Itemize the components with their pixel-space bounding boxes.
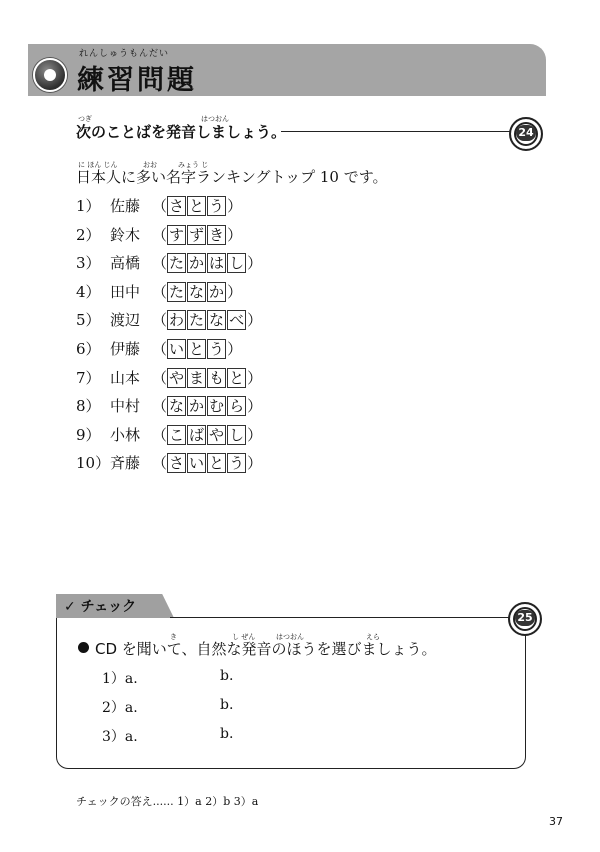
item-number: 3） <box>76 254 101 273</box>
mora-box: い <box>169 340 185 358</box>
item-number: 1） <box>76 197 101 215</box>
mora-box: わ <box>169 311 185 330</box>
list-item <box>76 224 242 246</box>
mora-box: と <box>189 340 205 358</box>
furigana-nihonjin: に ほん じん <box>78 161 118 169</box>
item-number: 7） <box>76 368 101 387</box>
mora-box: な <box>169 397 185 416</box>
mora-box: か <box>189 254 205 273</box>
item-reading: （ い と う ） <box>152 340 243 358</box>
check-question-text: CD を聞いて、自然な発音のほうを選びましょう。 <box>95 640 437 658</box>
list-item <box>76 424 262 446</box>
answer-b-2: b. <box>220 697 234 713</box>
cd-track-25-icon <box>508 602 542 636</box>
item-number: 9） <box>76 425 101 444</box>
item-reading: （ た か は し ） <box>152 254 263 273</box>
item-surname: 斉藤 <box>110 454 141 473</box>
furigana-hatsuon-2: はつおん <box>276 633 304 641</box>
check-question <box>78 638 437 659</box>
mora-box: た <box>169 282 185 301</box>
mora-box: し <box>229 425 245 444</box>
answer-a: 1）a. <box>102 671 138 687</box>
item-surname: 佐藤 <box>110 197 141 215</box>
mora-box: や <box>169 368 185 387</box>
answer-a: 2）a. <box>102 700 138 716</box>
item-number: 4） <box>76 282 101 301</box>
item-surname: 小林 <box>110 425 141 444</box>
furigana-hatsuon: はつおん <box>201 115 229 123</box>
track-number: 25 <box>515 610 535 626</box>
item-number: 5） <box>76 311 101 330</box>
mora-box: た <box>169 254 185 273</box>
mora-box: か <box>209 282 225 301</box>
mora-box: ず <box>189 225 205 244</box>
answer-row-3 <box>102 726 138 746</box>
item-reading: （ こ ば や し ） <box>152 425 263 444</box>
mora-box: き <box>209 225 225 244</box>
instruction-rule <box>281 131 511 132</box>
item-surname: 田中 <box>110 282 141 301</box>
item-surname: 鈴木 <box>110 225 141 244</box>
mora-box: な <box>189 282 205 301</box>
bullet-disc-icon <box>33 58 67 92</box>
list-item <box>76 338 242 360</box>
item-number: 8） <box>76 397 101 416</box>
mora-box: や <box>209 425 225 444</box>
answer-a: 3）a. <box>102 729 138 745</box>
item-reading: （ わ た な べ ） <box>152 311 263 330</box>
answer-row-2 <box>102 697 138 717</box>
page-number: 37 <box>549 815 563 828</box>
mora-box: う <box>209 340 225 358</box>
answer-row-1 <box>102 668 138 688</box>
answer-b-1: b. <box>220 668 234 684</box>
list-item <box>76 195 242 217</box>
item-reading: （ な か む ら ） <box>152 397 263 416</box>
mora-box: と <box>229 368 245 387</box>
mora-box: い <box>189 454 205 473</box>
list-item <box>76 452 262 474</box>
item-surname: 伊藤 <box>110 340 141 358</box>
mora-box: ば <box>189 425 205 444</box>
list-item <box>76 395 262 417</box>
furigana-shizen: し ぜん <box>232 633 256 641</box>
list-item <box>76 252 262 274</box>
instruction-text: 次のことばを発音しましょう。 <box>76 123 287 141</box>
list-item <box>76 309 262 331</box>
cd-track-24-icon <box>509 117 543 151</box>
answer-key: チェックの答え...... 1）a 2）b 3）a <box>76 795 259 808</box>
mora-box: さ <box>169 454 185 473</box>
mora-box: か <box>189 397 205 416</box>
furigana-ki: き <box>170 633 177 641</box>
mora-box: た <box>189 311 205 330</box>
item-reading: （ た な か ） <box>152 282 243 301</box>
title-furigana: れんしゅうもんだい <box>79 49 170 59</box>
mora-box: は <box>209 254 225 273</box>
furigana-ooi: おお <box>143 161 157 169</box>
item-number: 6） <box>76 340 101 358</box>
mora-box: し <box>229 254 245 273</box>
item-reading: （ す ず き ） <box>152 225 243 244</box>
item-reading: （ さ い と う ） <box>152 454 263 473</box>
mora-box: さ <box>169 197 185 215</box>
furigana-myouji: みょう じ <box>178 161 209 169</box>
furigana-erabi: えら <box>366 633 380 641</box>
item-number: 2） <box>76 225 101 244</box>
mora-box: べ <box>229 311 245 330</box>
item-number: 10） <box>76 454 111 473</box>
list-item <box>76 367 262 389</box>
mora-box: と <box>209 454 225 473</box>
item-reading: （ さ と う ） <box>152 197 243 215</box>
item-surname: 中村 <box>110 397 141 416</box>
track-number: 24 <box>516 125 536 141</box>
bullet-icon <box>78 642 89 653</box>
mora-box: と <box>189 197 205 215</box>
mora-box: も <box>209 368 225 387</box>
check-label: ✓ チェック <box>64 599 137 615</box>
item-surname: 山本 <box>110 368 141 387</box>
item-surname: 高橋 <box>110 254 141 273</box>
list-item <box>76 281 242 303</box>
mora-box: む <box>209 397 225 416</box>
mora-box: こ <box>169 425 185 444</box>
mora-box: ら <box>229 397 245 416</box>
subtitle-text: 日本人に多い名字ランキングトップ 10 です。 <box>76 168 388 186</box>
mora-box: な <box>209 311 225 330</box>
section-title: 練習問題 <box>77 65 197 96</box>
furigana-tsugi: つぎ <box>78 115 92 123</box>
item-surname: 渡辺 <box>110 311 141 330</box>
mora-box: す <box>169 225 185 244</box>
mora-box: う <box>209 197 225 215</box>
answer-b-3: b. <box>220 726 234 742</box>
mora-box: ま <box>189 368 205 387</box>
mora-box: う <box>229 454 245 473</box>
item-reading: （ や ま も と ） <box>152 368 263 387</box>
